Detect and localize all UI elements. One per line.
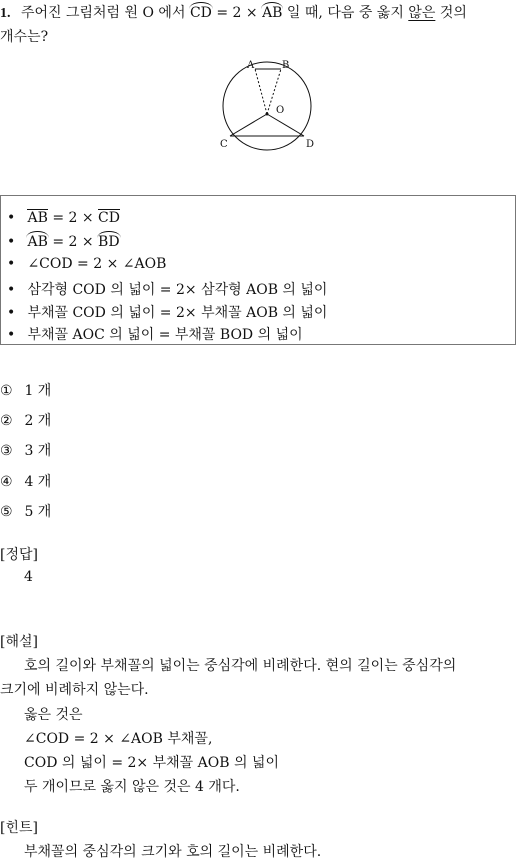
statement-5: • 부채꼴 COD 의 넓이 = 2× 부채꼴 AOB 의 넓이 <box>7 305 328 321</box>
equals-times: = 2 × <box>216 5 258 21</box>
question-line-1 <box>0 2 467 22</box>
radius-oa <box>255 69 267 114</box>
question-intro: 주어진 그림처럼 원 O 에서 <box>20 5 186 21</box>
question-condition: 일 때, 다음 중 옳지 <box>286 5 404 21</box>
statement-1: • AB = 2 × CD <box>7 210 120 226</box>
statement-6: • 부채꼴 AOC 의 넓이 = 부채꼴 BOD 의 넓이 <box>7 327 303 343</box>
radius-od <box>267 114 304 136</box>
arc-bd: BD <box>98 234 120 250</box>
explanation-line-5: COD 의 넓이 = 2× 부채꼴 AOB 의 넓이 <box>24 755 279 771</box>
label-o: O <box>276 105 285 116</box>
circle-figure <box>215 56 320 156</box>
explanation-line-4: ∠COD = 2 × ∠AOB 부채꼴, <box>24 731 213 747</box>
explanation-heading: [해설] <box>0 634 38 650</box>
hint-heading: [힌트] <box>0 820 38 836</box>
arc-ab: AB <box>262 5 283 21</box>
question-end: 것의 <box>439 5 467 21</box>
statement-2: • AB = 2 × BD <box>7 234 120 250</box>
arc-cd: CD <box>189 5 212 21</box>
arc-ab-2: AB <box>27 234 48 250</box>
center-point <box>266 113 269 116</box>
explanation-line-2: 크기에 비례하지 않는다. <box>0 682 149 698</box>
explanation-line-6: 두 개이므로 옳지 않은 것은 4 개다. <box>24 779 240 795</box>
choice-4[interactable]: ④ 4 개 <box>0 474 52 490</box>
answer-heading: [정답] <box>0 547 38 563</box>
question-number: 1. <box>0 6 11 21</box>
choice-2[interactable]: ② 2 개 <box>0 413 52 429</box>
radius-oc <box>230 114 267 136</box>
statement-4: • 삼각형 COD 의 넓이 = 2× 삼각형 AOB 의 넓이 <box>7 282 328 298</box>
answer-value: 4 <box>24 569 33 585</box>
statements-box <box>0 195 516 345</box>
question-line-2: 개수는? <box>0 29 49 45</box>
circle-o <box>223 62 311 150</box>
explanation-line-3: 옳은 것은 <box>24 707 83 723</box>
label-a: A <box>247 60 255 71</box>
statement-3: • ∠COD = 2 × ∠AOB <box>7 256 167 272</box>
segment-ab: AB <box>27 210 48 226</box>
label-d: D <box>306 139 315 150</box>
hint-line-1: 부채꼴의 중심각의 크기와 호의 길이는 비례한다. <box>24 844 322 860</box>
choice-5[interactable]: ⑤ 5 개 <box>0 504 52 520</box>
segment-cd: CD <box>98 210 120 226</box>
choice-1[interactable]: ① 1 개 <box>0 383 52 399</box>
label-b: B <box>282 60 290 71</box>
choice-3[interactable]: ③ 3 개 <box>0 443 52 459</box>
explanation-line-1: 호의 길이와 부채꼴의 넓이는 중심각에 비례한다. 현의 길이는 중심각의 <box>24 658 457 674</box>
label-c: C <box>220 139 228 150</box>
not-emphasis: 않은 <box>408 5 436 21</box>
